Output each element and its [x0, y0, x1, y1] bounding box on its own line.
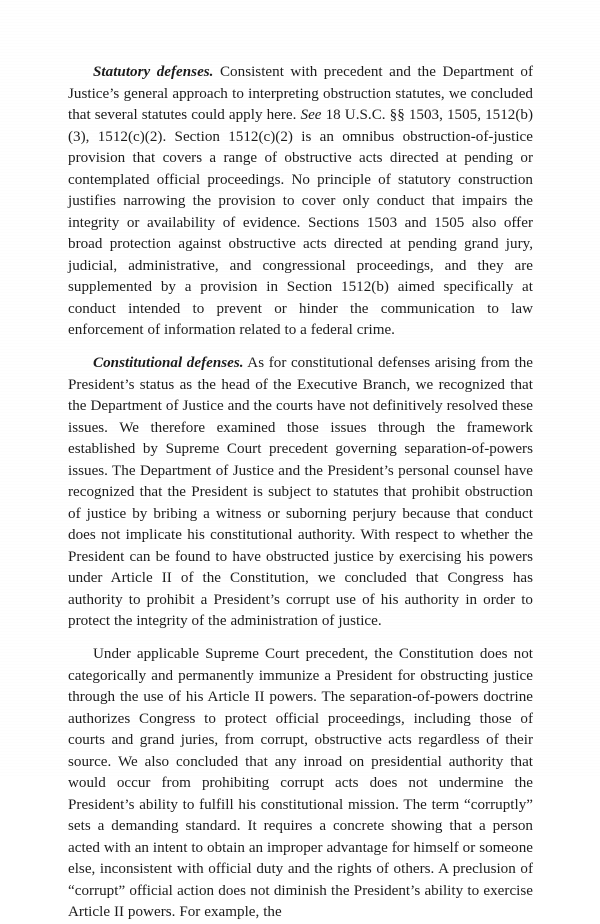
paragraph-supreme-court-precedent — [68, 644, 533, 924]
paragraph-constitutional-defenses-text: As for constitutional defenses arising from the President’s status as the head of the Executive Branch, we recognized that the Department of Justice and the courts have not definitively resolved these issues. We therefore examined those issues through the framework established by Supreme Court precedent governing separation-of-powers issues. The Department of Justice and the President’s personal counsel have recognized that the President is subject to statutes that prohibit obstruction of justice by bribing a witness or suborning perjury because that conduct does not implicate his constitutional authority. With respect to whether the President can be found to have obstructed justice by exercising his powers under Article II of the Constitution, we concluded that Congress has authority to prohibit a President’s corrupt use of his authority in order to protect the integrity of the administration of justice. — [68, 355, 533, 629]
run-in-heading-constitutional-defenses: Constitutional defenses. — [93, 355, 244, 371]
paragraph-constitutional-defenses — [68, 353, 533, 633]
paragraph-statutory-defenses — [68, 62, 533, 342]
paragraph-statutory-defenses-text-part2: 18 U.S.C. §§ 1503, 1505, 1512(b)(3), 1512(c)(2). Section 1512(c)(2) is an omnibus obstruction-of-justice provision that covers a range of obstructive acts directed at pending or contemplated official proceedings. No principle of statutory construction justifies narrowing the provision to cover only conduct that impairs the integrity or availability of evidence. Sections 1503 and 1505 also offer broad protection against obstructive acts directed at pending grand jury, judicial, administrative, and congressional proceedings, and they are supplemented by a provision in Section 1512(b) aimed specifically at conduct intended to prevent or hinder the communication to law enforcement of information related to a federal crime. — [68, 107, 533, 338]
paragraph-statutory-defenses-text-part1: Consistent with precedent and the Department of Justice’s general approach to interpreting obstruction statutes, we concluded that several statutes could apply here. — [68, 64, 533, 123]
paragraph-supreme-court-precedent-text: Under applicable Supreme Court precedent, the Constitution does not categorically and permanently immunize a President for obstructing justice through the use of his Article II powers. The separation-of-powers doctrine authorizes Congress to protect official proceedings, including those of courts and grand juries, from corrupt, obstructive acts regardless of their source. We also concluded that any inroad on presidential authority that would occur from prohibiting corrupt acts does not undermine the President’s ability to fulfill his constitutional mission. The term “corruptly” sets a demanding standard. It requires a concrete showing that a person acted with an intent to obtain an improper advantage for himself or someone else, inconsistent with official duty and the rights of others. A preclusion of “corrupt” official action does not diminish the President’s ability to exercise Article II powers. For example, the — [68, 646, 533, 920]
citation-signal-see: See — [300, 107, 322, 123]
run-in-heading-statutory-defenses: Statutory defenses. — [93, 64, 214, 80]
document-text-body — [68, 62, 533, 924]
